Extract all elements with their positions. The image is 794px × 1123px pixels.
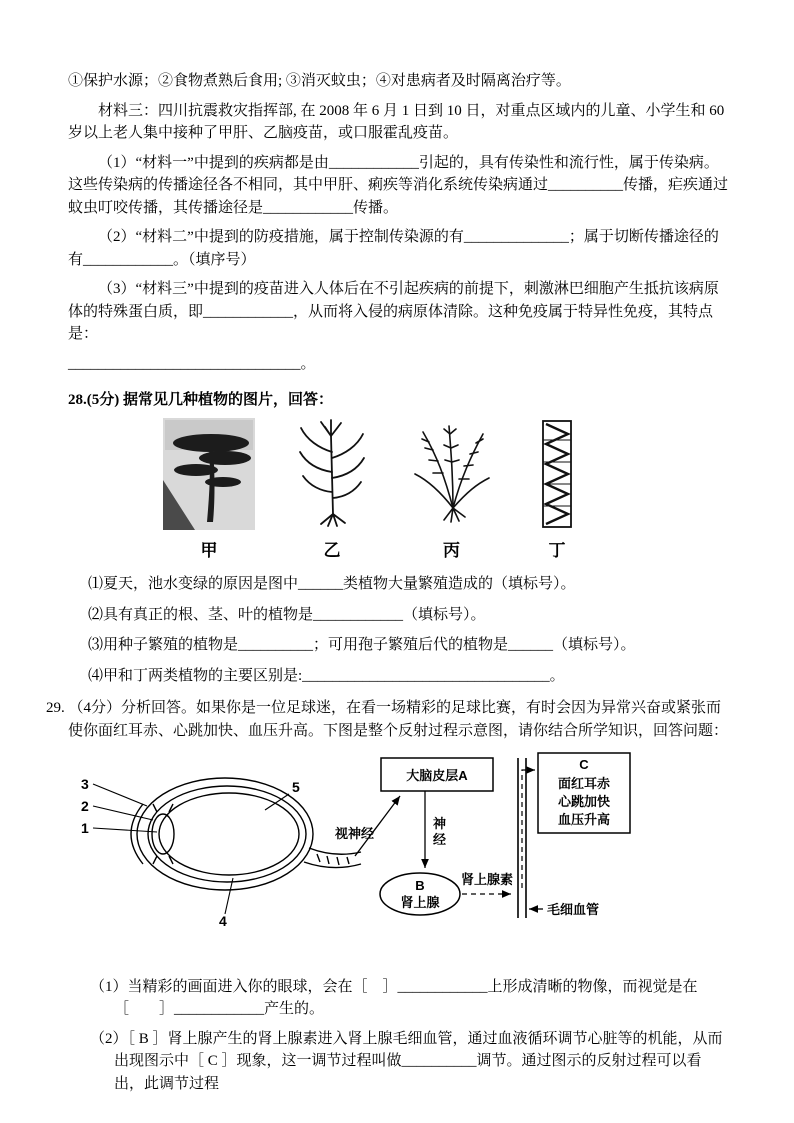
plant-label-bing: 丙	[443, 540, 460, 560]
capillary-label: 毛细血管	[547, 902, 600, 917]
prevention-measures-line: ①保护水源；②食物煮熟后食用; ③消灭蚊虫；④对患病者及时隔离治疗等。	[68, 73, 571, 89]
question-27-part1: （1）“材料一”中提到的疾病都是由____________引起的，具有传染性和流行性，属于传染病。这些传染病的传播途径各不相同，其中甲肝、痢疾等消化系统传染病通过__________传播，疟疾通过蚊虫叮咬传播，其传播途径是____________传播。	[68, 154, 729, 216]
plant-figure-bing	[409, 418, 494, 564]
question-27-part3-answer-blank: _______________________________。	[68, 355, 316, 372]
question-29-title: 29. （4分）分析回答。如果你是一位足球迷，在看一场精彩的足球比赛，有时会因为异常兴奋或紧张而使你面红耳赤、心跳加快、血压升高。下图是整个反射过程示意图，请你结合所学知识，回答问题：	[46, 700, 729, 739]
reflex-diagram	[73, 746, 728, 966]
adrenaline-label: 肾上腺素	[460, 872, 514, 887]
question-28-item-2: ⑵具有真正的根、茎、叶的植物是____________（填标号）。	[88, 606, 486, 623]
nerve-label-char-2: 经	[433, 832, 447, 847]
question-28-item-4: ⑷甲和丁两类植物的主要区别是:_________________________________。	[88, 667, 565, 684]
plant-figure-yi	[297, 418, 367, 564]
corn-plant-image	[297, 418, 367, 530]
eyeball-drawing	[131, 778, 361, 890]
fern-image	[409, 418, 494, 530]
question-27-part2: （2）“材料二”中提到的防疫措施，属于控制传染源的有______________；属于切断传播途径的有____________。（填序号）	[68, 229, 719, 268]
question-29-sub2: （2）［ B ］肾上腺产生的肾上腺素进入肾上腺毛细血管，通过血液循环调节心脏等的机能，从而出现图示中［ C ］现象，这一调节过程叫做__________调节。通过图示的反射过程可以看出，此调节过程	[90, 1030, 723, 1092]
plant-label-yi: 乙	[323, 540, 341, 560]
question-28-title: 28.(5分) 据常见几种植物的图片，回答：	[68, 392, 333, 408]
pine-tree-image	[163, 418, 255, 530]
eye-label-5: 5	[292, 779, 300, 795]
plant-figures-row	[163, 418, 728, 564]
question-28-items	[68, 573, 728, 687]
plant-figure-jia	[163, 418, 255, 564]
material-three-paragraph: 材料三：四川抗震救灾指挥部, 在 2008 年 6 月 1 日到 10 日，对重点区域内的儿童、小学生和 60 岁以上老人集中接种了甲肝、乙脑疫苗，或口服霍乱疫苗。	[68, 102, 725, 141]
result-line-3: 血压升高	[557, 812, 611, 827]
question-27-part3: （3）“材料三”中提到的疫苗进入人体后在不引起疾病的前提下，刺激淋巴细胞产生抵抗该病原体的特殊蛋白质，即____________，从而将入侵的病原体清除。这种免疫属于特异性免疫，其特点是：	[68, 281, 719, 342]
plant-label-jia: 甲	[200, 540, 218, 560]
question-29-sub1: （1）当精彩的画面进入你的眼球，会在［ ］____________上形成清晰的物像，而视觉是在［ ］____________产生的。	[90, 978, 698, 1017]
optic-nerve-label: 视神经	[335, 826, 375, 841]
result-c-label: C	[579, 757, 589, 772]
question-28-item-3: ⑶用种子繁殖的植物是__________；可用孢子繁殖后代的植物是______（填标号）。	[88, 637, 636, 653]
adrenal-gland-b-label: B	[415, 878, 425, 893]
result-line-2: 心跳加快	[557, 794, 611, 809]
eye-label-4: 4	[219, 913, 227, 929]
spirogyra-image	[536, 418, 578, 530]
nerve-label-char-1: 神	[433, 816, 447, 831]
plant-figure-ding	[536, 418, 578, 564]
question-28-item-1: ⑴夏天，池水变绿的原因是图中______类植物大量繁殖造成的（填标号）。	[88, 576, 576, 592]
eye-label-3: 3	[81, 776, 89, 792]
reflex-diagram-svg	[73, 746, 733, 958]
blood-flow-dashed-arrow	[522, 770, 535, 888]
result-line-1: 面红耳赤	[557, 776, 611, 791]
brain-cortex-label: 大脑皮层A	[406, 768, 468, 783]
eye-label-1: 1	[81, 820, 89, 836]
eye-part-leader-lines	[93, 784, 289, 914]
plant-label-ding: 丁	[548, 540, 566, 560]
eye-label-2: 2	[81, 798, 89, 814]
adrenal-gland-label: 肾上腺	[400, 895, 440, 910]
